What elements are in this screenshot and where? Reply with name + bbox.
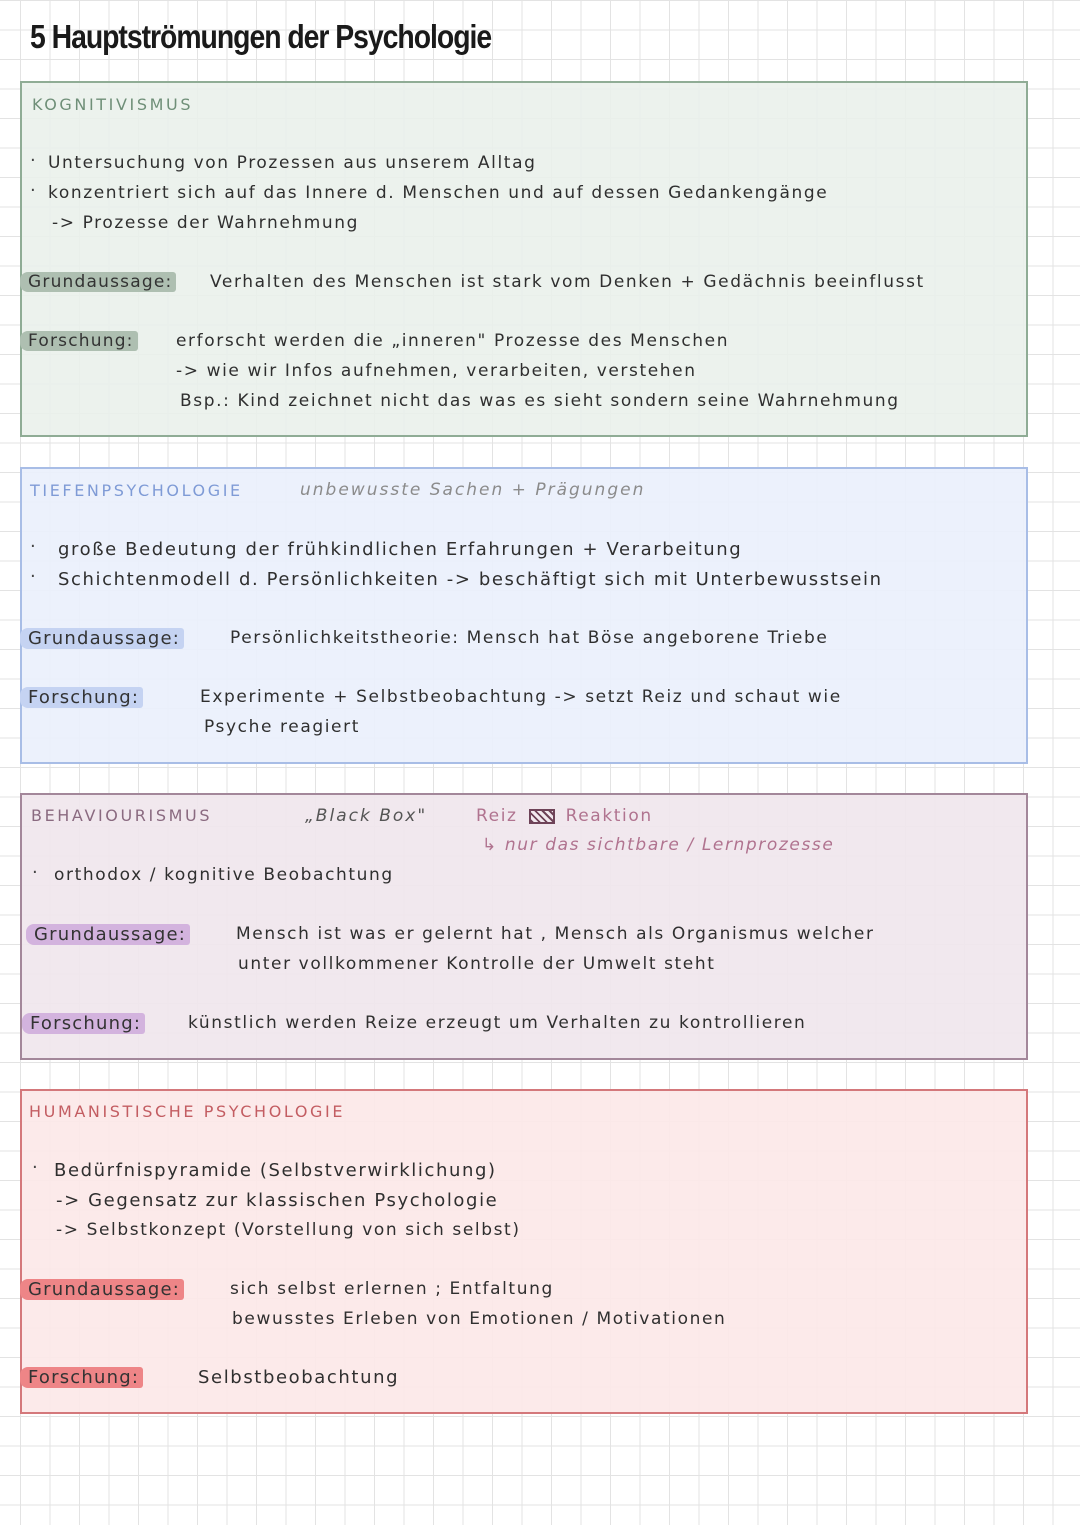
list-item: konzentriert sich auf das Innere d. Menschen und auf dessen Gedankengänge [48,183,829,203]
bullet-icon: · [30,180,36,201]
section-kognitivismus [20,81,1028,437]
list-item: Schichtenmodell d. Persönlichkeiten -> beschäftigt sich mit Unterbewusstsein [58,569,883,590]
list-item: -> Prozesse der Wahrnehmung [52,213,360,233]
reaktion-label: Reaktion [565,806,653,826]
section-tiefenpsychologie [20,467,1028,764]
forschung-label: Forschung: [20,331,138,351]
forschung-label: Forschung: [20,687,143,708]
section-subtitle: unbewusste Sachen + Prägungen [300,480,646,500]
grundaussage-text: Persönlichkeitstheorie: Mensch hat Böse angeborene Triebe [230,628,829,648]
section-heading: TIEFENPSYCHOLOGIE [30,481,243,500]
forschung-text: Bsp.: Kind zeichnet nicht das was es sieht sondern seine Wahrnehmung [180,391,900,411]
grundaussage-label: Grundaussage: [20,272,176,292]
grundaussage-label: Grundaussage: [20,628,184,649]
list-item: Untersuchung von Prozessen aus unserem Alltag [48,153,537,173]
forschung-text: künstlich werden Reize erzeugt um Verhalten zu kontrollieren [188,1013,807,1033]
section-heading: BEHAVIOURISMUS [31,806,213,825]
section-subtitle: „Black Box" [305,806,428,826]
list-item: -> Gegensatz zur klassischen Psychologie [56,1190,499,1211]
section-heading: HUMANISTISCHE PSYCHOLOGIE [29,1102,346,1121]
bullet-icon: · [30,150,36,171]
list-item: große Bedeutung der frühkindlichen Erfahrungen + Verarbeitung [58,539,743,560]
list-item: -> Selbstkonzept (Vorstellung von sich selbst) [56,1220,521,1240]
forschung-text: erforscht werden die „inneren" Prozesse des Menschen [176,331,730,351]
bullet-icon: · [30,566,36,587]
reiz-text [476,806,653,826]
section-heading: KOGNITIVISMUS [32,95,194,114]
grundaussage-label: Grundaussage: [26,924,190,945]
forschung-label: Forschung: [20,1367,143,1388]
grundaussage-text: sich selbst erlernen ; Entfaltung [230,1279,554,1299]
bullet-icon: · [32,1157,38,1178]
grundaussage-text: Mensch ist was er gelernt hat , Mensch als Organismus welcher [236,924,875,944]
forschung-text: Experimente + Selbstbeobachtung -> setzt Reiz und schaut wie [200,687,842,707]
bullet-icon: · [32,862,38,883]
bullet-icon: · [30,536,36,557]
forschung-text: -> wie wir Infos aufnehmen, verarbeiten, verstehen [176,361,697,381]
grundaussage-text: bewusstes Erleben von Emotionen / Motivationen [232,1309,727,1329]
black-box-icon [529,809,555,824]
note-text: ↳ nur das sichtbare / Lernprozesse [482,835,835,855]
grundaussage-text: Verhalten des Menschen ist stark vom Denken + Gedächnis beeinflusst [210,272,925,292]
grundaussage-label: Grundaussage: [20,1279,184,1300]
list-item: orthodox / kognitive Beobachtung [54,865,394,885]
reiz-label: Reiz [476,806,518,826]
forschung-label: Forschung: [22,1013,145,1034]
forschung-text: Selbstbeobachtung [198,1367,400,1388]
page-title: 5 Hauptströmungen der Psychologie [30,18,492,55]
section-humanistische-psychologie [20,1089,1028,1414]
grundaussage-text: unter vollkommener Kontrolle der Umwelt steht [238,954,716,974]
forschung-text: Psyche reagiert [204,717,360,737]
list-item: Bedürfnispyramide (Selbstverwirklichung) [54,1160,497,1181]
